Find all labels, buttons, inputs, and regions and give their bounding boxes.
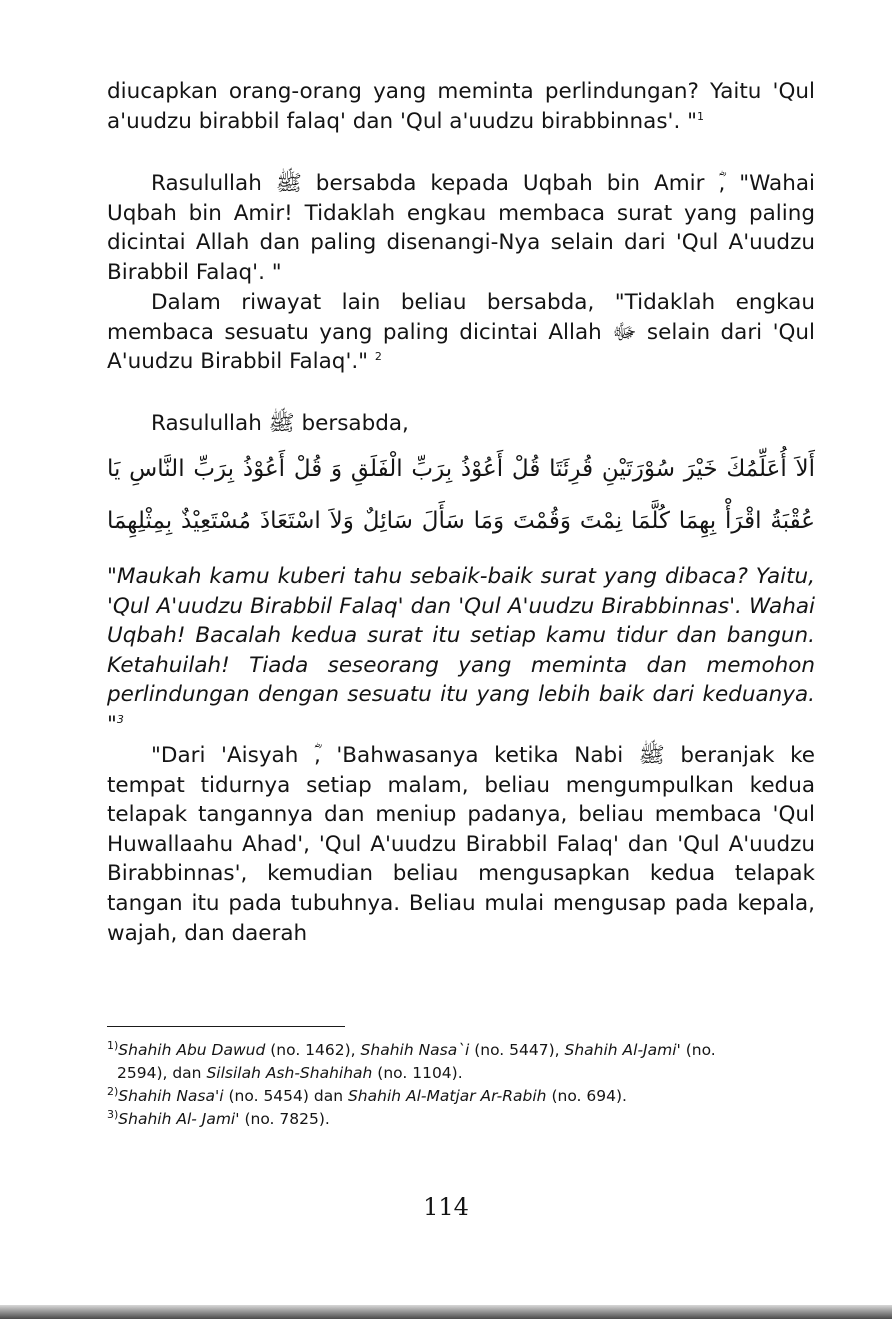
footnote-1-mark: 1) [107, 1038, 119, 1052]
footnote-1-source-d: Silsilah Ash-Shahihah [206, 1063, 373, 1082]
footnote-3 [107, 1108, 815, 1131]
footnote-1-source-b: Shahih Nasa`i [360, 1041, 470, 1059]
footnote-ref-1: 1 [697, 109, 705, 123]
translation-quote [107, 562, 815, 740]
footnote-2-source-a: Shahih Nasa'i [118, 1087, 224, 1105]
translation-text: "Maukah kamu kuberi tahu sebaik-baik surat yang dibaca? Yaitu, 'Qul A'uudzu Birabbil Falaq' dan 'Qul A'uudzu Birabbinnas'. Wahai Uqbah! Bacalah kedua surat itu setiap kamu tidur dan bangun. Ketahuilah! Tiada seseorang yang meminta dan memohon perlindungan dengan sesuatu itu yang lebih baik dari keduanya. " [107, 564, 815, 737]
footnote-2-num-b: (no. 694). [546, 1087, 627, 1105]
paragraph-1-text: diucapkan orang-orang yang meminta perlindungan? Yaitu 'Qul a'uudzu birabbil falaq' dan 'Qul a'uudzu birabbinnas'. " [107, 79, 815, 134]
footnote-2-mark: 2) [107, 1084, 119, 1098]
footnote-divider [107, 1026, 345, 1027]
footnote-1-num-b: (no. 5447), [469, 1041, 565, 1059]
page-number: 114 [423, 1193, 469, 1221]
paragraph-1 [107, 77, 815, 136]
footnote-2 [107, 1085, 815, 1108]
arabic-hadith: أَلاَ أُعَلِّمُكَ خَيْرَ سُوْرَتَيْنِ قُرِئَتَا قُلْ أَعُوْذُ بِرَبِّ الْفَلَقِ وَ قُلْ أَعُوْذُ بِرَبِّ النَّاسِ يَا عُقْبَةُ اقْرَأْ بِهِمَا كُلَّمَا نِمْتَ وَقُمْتَ وَمَا سَأَلَ سَائِلٌ وَلاَ اسْتَعَاذَ مُسْتَعِيْذٌ بِمِثْلِهِمَا [107, 456, 815, 534]
footnote-2-num-a: (no. 5454) dan [223, 1087, 348, 1105]
footnote-1-num-d: 2594), dan [117, 1063, 207, 1082]
footnote-1-num-a: (no. 1462), [265, 1041, 361, 1059]
footnote-1 [107, 1039, 815, 1084]
footnote-ref-3: 3 [116, 712, 124, 726]
footnote-3-source: Shahih Al- Jami' [118, 1110, 240, 1128]
paragraph-2: Rasulullah ﷺ bersabda kepada Uqbah bin Amir ؓ, "Wahai Uqbah bin Amir! Tidaklah engkau membaca surat yang paling dicintai Allah dan paling disenangi-Nya selain dari 'Qul A'uudzu Birabbil Falaq'. " [107, 171, 816, 285]
paragraph-6: "Dari 'Aisyah ؓ, 'Bahwasanya ketika Nabi ﷺ beranjak ke tempat tidurnya setiap malam, beliau mengumpulkan kedua telapak tangannya dan meniup padanya, beliau membaca 'Qul Huwallaahu Ahad', 'Qul A'uudzu Birabbil Falaq' dan 'Qul A'uudzu Birabbinnas', kemudian beliau mengusapkan kedua telapak tangan itu pada tubuhnya. Beliau mulai mengusap pada kepala, wajah, dan daerah [107, 743, 815, 946]
footnote-1-num-e: (no. 1104). [372, 1063, 463, 1082]
footnote-3-num: (no. 7825). [239, 1110, 330, 1128]
paragraph-3 [107, 288, 815, 377]
footnote-ref-2: 2 [374, 350, 382, 364]
footnote-1-source-c: Shahih Al-Jami' [564, 1041, 681, 1059]
footnote-1-source-a: Shahih Abu Dawud [118, 1041, 266, 1059]
scan-edge-shadow [0, 1305, 892, 1319]
footnote-3-mark: 3) [107, 1107, 119, 1121]
footnote-1-num-c: (no. [680, 1041, 716, 1059]
paragraph-4: Rasulullah ﷺ bersabda, [151, 411, 409, 436]
footnote-2-source-b: Shahih Al-Matjar Ar-Rabih [347, 1087, 547, 1105]
paragraph-3-text: Dalam riwayat lain beliau bersabda, "Tidaklah engkau membaca sesuatu yang paling dicintai Allah ﷻ selain dari 'Qul A'uudzu Birabbil Falaq'." [107, 290, 815, 375]
